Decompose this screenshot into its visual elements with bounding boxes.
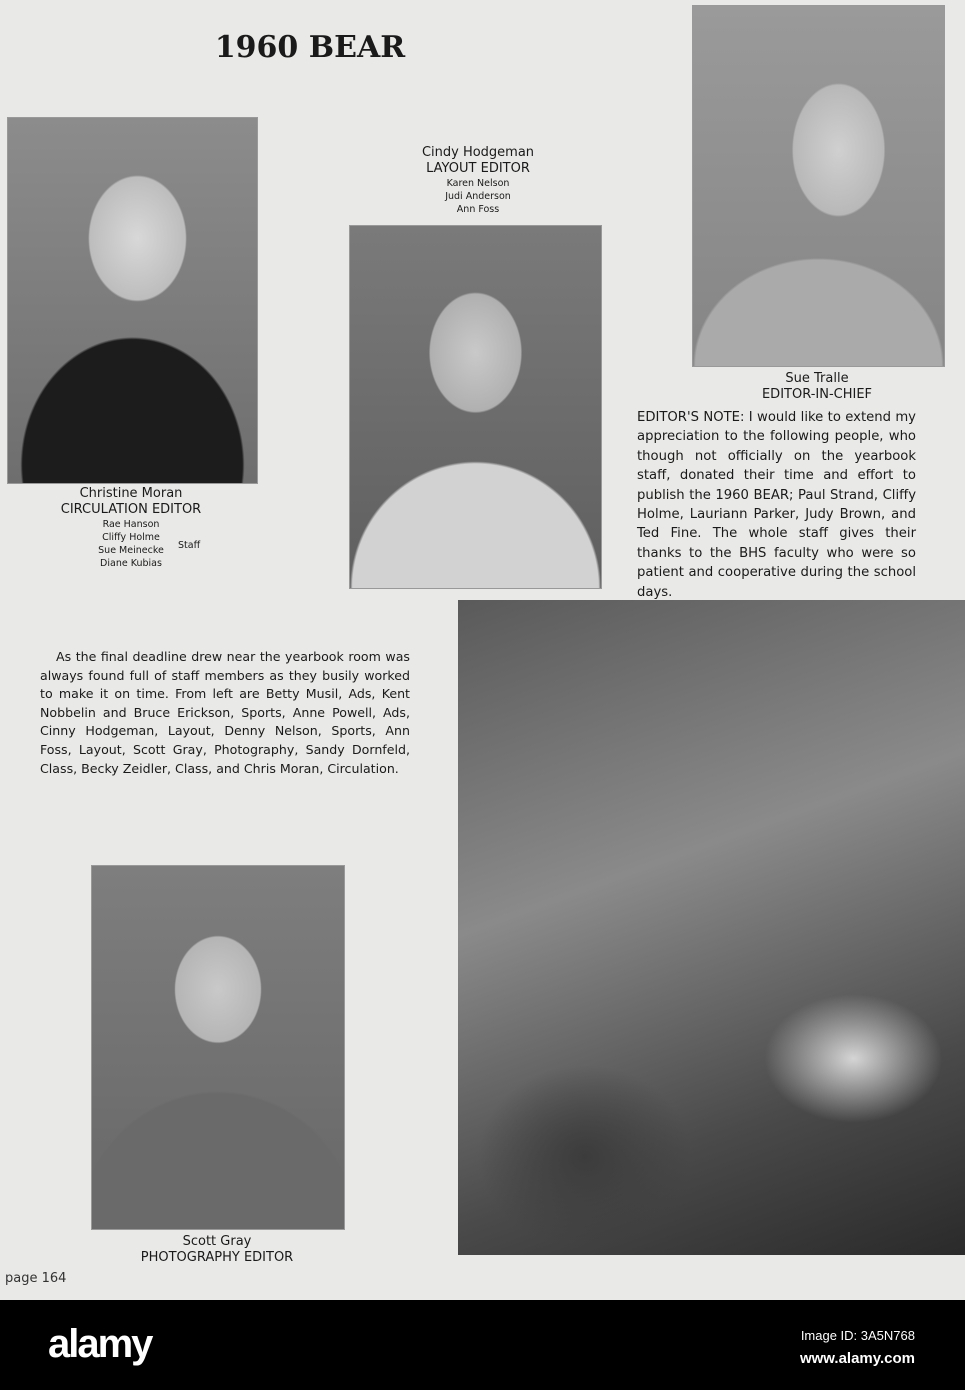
editor-role: EDITOR-IN-CHIEF — [761, 387, 873, 402]
editor-in-chief-caption — [717, 371, 917, 403]
photo-cindy-hodgeman — [349, 225, 602, 589]
editor-role: PHOTOGRAPHY EDITOR — [140, 1250, 294, 1265]
alamy-logo: alamy — [48, 1322, 152, 1366]
page-number: page 164 — [5, 1271, 67, 1286]
group-photo-caption: As the final deadline drew near the yearbook room was always found full of staff members as they busily worked to make it on time. From left are Betty Musil, Ads, Kent Nobbelin and Bruce Erickson, Sports, Anne Powell, Ads, Cinny Hodgeman, Layout, Denny Nelson, Sports, Ann Foss, Layout, Scott Gray, Photography, Sandy Dornfeld, Class, Becky Zeidler, Class, and Chris Moran, Circulation. — [40, 649, 410, 776]
editors-note: EDITOR'S NOTE: I would like to extend my appreciation to the following people, who though not officially on the yearbook staff, donated their time and effort to publish the 1960 BEAR; Paul Strand, Cliffy Holme, Lauriann Parker, Judy Brown, and Ted Fine. The whole staff gives their thanks to the BHS faculty who were so patient and cooperative during the school days. — [637, 410, 916, 600]
photo-yearbook-staff-group — [458, 600, 965, 1255]
editor-name: Sue Tralle — [785, 371, 849, 386]
staff-name: Rae Hanson — [102, 519, 160, 530]
image-id: Image ID: 3A5N768 — [800, 1328, 915, 1343]
staff-name: Diane Kubias — [100, 558, 162, 569]
layout-editor-caption — [378, 145, 578, 216]
editor-name: Scott Gray — [182, 1234, 252, 1249]
circulation-editor-caption — [31, 486, 231, 570]
photography-editor-caption — [117, 1234, 317, 1266]
page-title: 1960 BEAR — [214, 30, 406, 65]
editor-role: CIRCULATION EDITOR — [60, 502, 202, 517]
site-url: www.alamy.com — [799, 1350, 915, 1367]
photo-sue-tralle — [692, 5, 945, 367]
editor-name: Christine Moran — [79, 486, 183, 501]
staff-name: Ann Foss — [456, 204, 500, 215]
staff-name: Cliffy Holme — [102, 532, 160, 543]
editor-name: Cindy Hodgeman — [421, 145, 535, 160]
watermark-footer — [0, 1300, 965, 1390]
staff-name: Judi Anderson — [445, 191, 511, 202]
editor-role: LAYOUT EDITOR — [426, 161, 530, 176]
photo-christine-moran — [7, 117, 258, 484]
staff-name: Karen Nelson — [446, 178, 510, 189]
staff-name: Sue Meinecke — [98, 545, 164, 556]
staff-label: Staff — [178, 540, 201, 551]
photo-scott-gray — [91, 865, 345, 1230]
